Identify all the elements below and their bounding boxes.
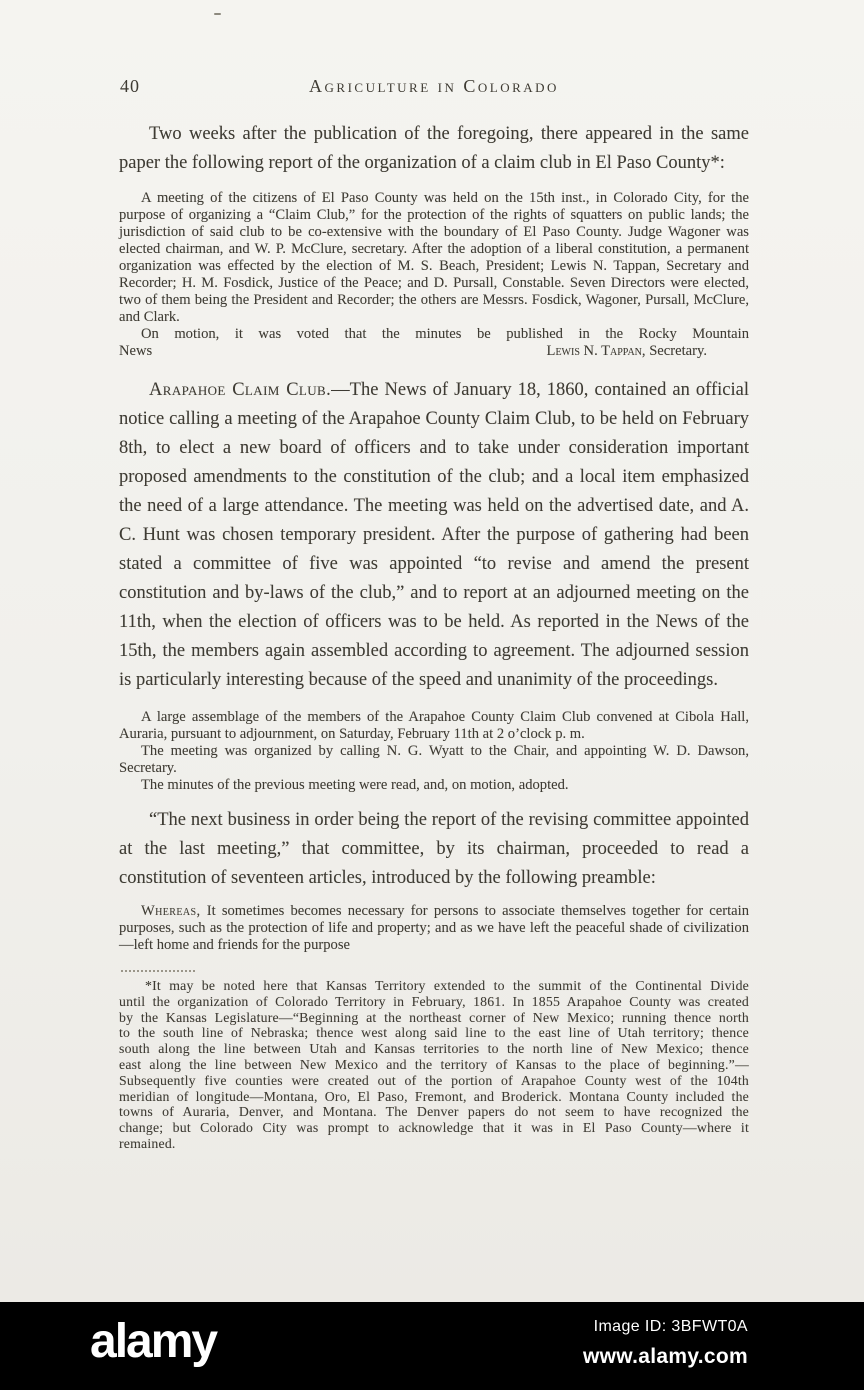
alamy-logo: alamy <box>90 1315 217 1368</box>
alamy-url: www.alamy.com <box>583 1345 748 1368</box>
report-news-word: News <box>119 343 153 359</box>
report-signature-row <box>119 343 749 360</box>
page-number: 40 <box>120 76 140 96</box>
running-head: Agriculture in Colorado <box>309 76 559 96</box>
arapahoe-lead: Arapahoe Claim Club. <box>149 380 332 400</box>
footnote-text: *It may be noted here that Kansas Territory extended to the summit of the Continental Divide until the organization of Colorado Territory in February, 1861. In 1855 Arapahoe County was created by the Kansas Legislature—“Beginning at the northeast corner of New Mexico; running thence north to the south line of Nebraska; thence west along said line to the east line of Utah territory; thence south along the line between Utah and Kansas territories to the north line of New Mexico; thence east along the line between New Mexico and the territory of Kansas to the place of beginning.”—Subsequently five counties were created out of the portion of Arapahoe County west of the 104th meridian of longitude—Montana, Oro, El Paso, Fremont, and Broderick. Montana County included the towns of Auraria, Denver, and Montana. The Denver papers do not seem to have recognized the change; but Colorado City was prompt to acknowledge that it was in El Paso County—where it remained. <box>119 978 749 1151</box>
report-blockquote <box>119 190 749 360</box>
page-content <box>119 120 749 1152</box>
signature-role: Secretary. <box>645 343 707 359</box>
scan-speck <box>214 13 221 15</box>
intro-paragraph: Two weeks after the publication of the foregoing, there appeared in the same paper the following report of the organization of a claim club in El Paso County*: <box>119 124 749 173</box>
preamble-text: It sometimes becomes necessary for persons to associate themselves together for certain purposes, such as the protection of life and property; and as we have left the peaceful shade of civilization—left home and friends for the purpose <box>119 903 749 953</box>
report-paragraph-2: On motion, it was voted that the minutes be published in the Rocky Mountain <box>141 326 749 342</box>
assembly-paragraph-1: A large assemblage of the members of the Arapahoe County Claim Club convened at Cibola Hall, Auraria, pursuant to adjournment, on Saturday, February 11th at 2 o’clock p. m. <box>119 709 749 742</box>
arapahoe-text: —The News of January 18, 1860, contained an official notice calling a meeting of the Arapahoe County Claim Club, to be held on February 8th, to elect a new board of officers and to take under consideration important proposed amendments to the constitution of the club; and a local item emphasized the need of a large attendance. The meeting was held on the advertised date, and A. C. Hunt was chosen temporary president. After the purpose of gathering had been stated a committee of five was appointed “to revise and amend the present constitution and by-laws of the club,” and to report at an adjourned meeting on the 11th, when the election of officers was to be held. As reported in the News of the 15th, the members again assembled according to agreement. The adjourned session is particularly interesting because of the speed and unanimity of the proceedings. <box>119 380 749 690</box>
watermark-bar <box>0 1302 864 1390</box>
assembly-paragraph-3: The minutes of the previous meeting were read, and, on motion, adopted. <box>141 777 569 793</box>
assembly-blockquote <box>119 709 749 794</box>
preamble-paragraph <box>119 903 749 954</box>
preamble-lead: Whereas, <box>141 903 201 919</box>
preamble-blockquote <box>119 903 749 954</box>
image-id-label: Image ID: 3BFWT0A <box>593 1318 748 1335</box>
watermark-meta <box>583 1318 748 1369</box>
next-business-paragraph: “The next business in order being the report of the revising committee appointed at the last meeting,” that committee, by its chairman, proceeded to read a constitution of seventeen articles, introduced by the following preamble: <box>119 810 749 888</box>
footnote-separator <box>121 970 195 972</box>
report-paragraph-1: A meeting of the citizens of El Paso County was held on the 15th inst., in Colorado City, for the purpose of organizing a “Claim Club,” for the protection of the rights of squatters on public lands; the jurisdiction of said club to be co-extensive with the boundary of El Paso County. Judge Wagoner was elected chairman, and W. P. McClure, secretary. After the adoption of a liberal constitution, a permanent organization was effected by the election of M. S. Beach, President; Lewis N. Tappan, Secretary and Recorder; H. M. Fosdick, Justice of the Peace; and D. Pursall, Constable. Seven Directors were elected, two of them being the President and Recorder; the others are Messrs. Fosdick, Wagoner, Pursall, McClure, and Clark. <box>119 190 749 325</box>
arapahoe-paragraph <box>119 376 749 695</box>
signature-name: Lewis N. Tappan, <box>546 343 646 359</box>
assembly-paragraph-2: The meeting was organized by calling N. G. Wyatt to the Chair, and appointing W. D. Dawson, Secretary. <box>119 743 749 776</box>
report-signature <box>547 343 707 360</box>
